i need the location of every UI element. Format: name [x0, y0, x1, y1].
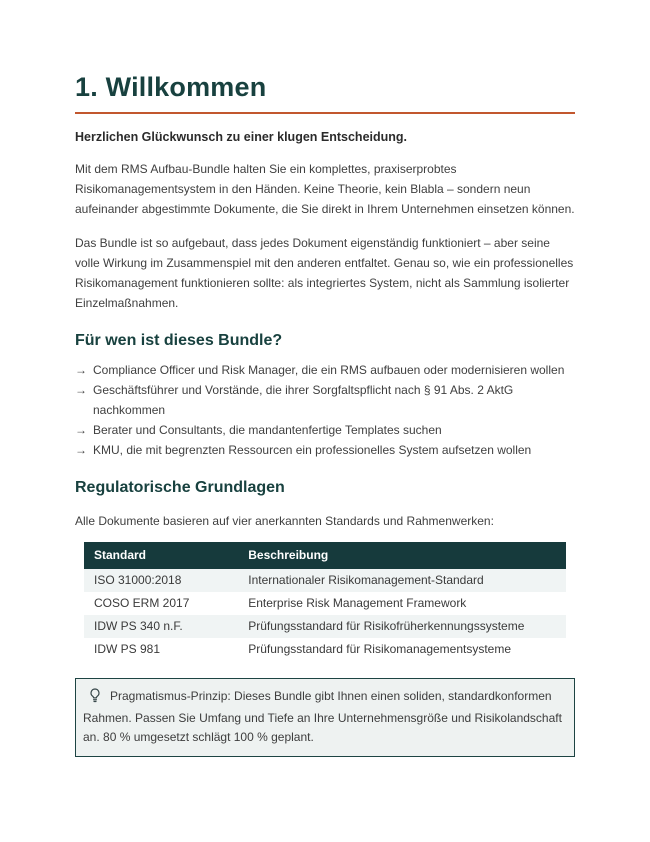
list-item-text: Berater und Consultants, die mandantenfertige Templates suchen — [93, 423, 442, 438]
table-row — [84, 569, 566, 592]
cell-standard: ISO 31000:2018 — [94, 573, 182, 588]
lead-sentence: Herzlichen Glückwunsch zu einer klugen Entscheidung. — [75, 130, 408, 145]
cell-standard: IDW PS 340 n.F. — [94, 619, 183, 634]
list-item — [75, 420, 575, 440]
title-divider — [75, 112, 575, 114]
intro-paragraph-1: Mit dem RMS Aufbau-Bundle halten Sie ein komplettes, praxiserprobtes Risikomanagementsystem in den Händen. Keine Theorie, kein Blabla – sondern neun aufeinander abgestimmte Dokumente, die Sie direkt in Ihrem Unternehmen einsetzen können. — [75, 162, 575, 217]
lightbulb-icon — [89, 688, 101, 709]
cell-beschreibung: Internationaler Risikomanagement-Standard — [248, 573, 484, 588]
section-heading-regulatory: Regulatorische Grundlagen — [75, 479, 285, 497]
list-item — [75, 360, 575, 380]
page-title: 1. Willkommen — [75, 72, 267, 102]
list-item-text: KMU, die mit begrenzten Ressourcen ein professionelles System aufsetzen wollen — [93, 443, 532, 458]
cell-standard: IDW PS 981 — [94, 642, 161, 657]
arrow-bullet-icon: → — [75, 363, 87, 378]
section-heading-audience: Für wen ist dieses Bundle? — [75, 332, 283, 350]
table-row — [84, 638, 566, 661]
pragmatism-callout — [75, 678, 575, 757]
cell-standard: COSO ERM 2017 — [94, 596, 190, 611]
table-header-row — [84, 542, 566, 569]
arrow-bullet-icon: → — [75, 423, 87, 438]
standards-table — [84, 542, 566, 661]
audience-list — [75, 360, 575, 460]
cell-beschreibung: Prüfungsstandard für Risikofrüherkennungssysteme — [248, 619, 525, 634]
list-item-text: Geschäftsführer und Vorstände, die ihrer Sorgfaltspflicht nach § 91 Abs. 2 AktG nachkommen — [93, 383, 514, 418]
arrow-bullet-icon: → — [75, 383, 87, 398]
cell-beschreibung: Enterprise Risk Management Framework — [248, 596, 467, 611]
table-row — [84, 592, 566, 615]
table-row — [84, 615, 566, 638]
list-item — [75, 440, 575, 460]
column-header-standard: Standard — [84, 542, 238, 569]
intro-paragraph-2: Das Bundle ist so aufgebaut, dass jedes Dokument eigenständig funktioniert – aber seine volle Wirkung im Zusammenspiel mit den anderen entfaltet. Genau so, wie ein professionelles Risikomanagement funktionieren sollte: als integriertes System, nicht als Sammlung isolierter Einzelmaßnahmen. — [75, 236, 574, 311]
regulatory-intro: Alle Dokumente basieren auf vier anerkannten Standards und Rahmenwerken: — [75, 514, 494, 529]
arrow-bullet-icon: → — [75, 443, 87, 458]
column-header-beschreibung: Beschreibung — [238, 542, 566, 569]
list-item-text: Compliance Officer und Risk Manager, die ein RMS aufbauen oder modernisieren wollen — [93, 363, 565, 378]
callout-text: Pragmatismus-Prinzip: Dieses Bundle gibt Ihnen einen soliden, standardkonformen Rahmen. Passen Sie Umfang und Tiefe an Ihre Unternehmensgröße und Risikolandschaft an. 80 % umgesetzt schlägt 100 % geplant. — [83, 689, 562, 745]
cell-beschreibung: Prüfungsstandard für Risikomanagementsysteme — [248, 642, 512, 657]
list-item — [75, 380, 575, 420]
